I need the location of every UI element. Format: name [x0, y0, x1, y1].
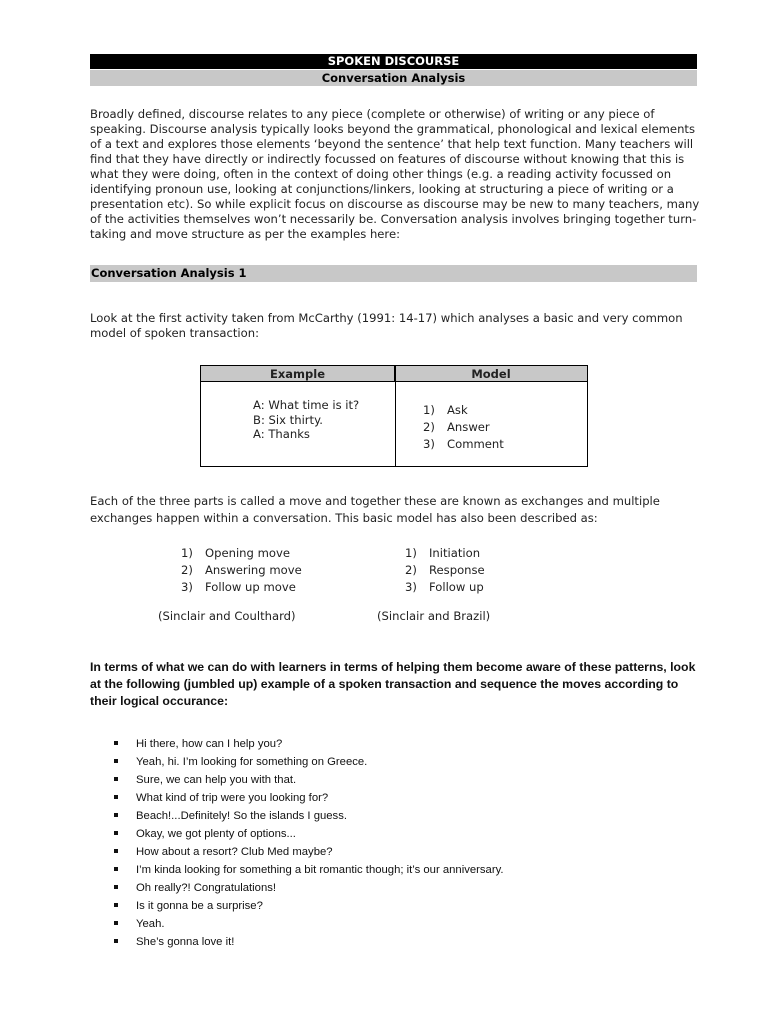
- model-list-item: 3) Follow up: [405, 580, 484, 594]
- table-header-model: Model: [395, 366, 587, 382]
- list-item: Oh really?! Congratulations!: [112, 879, 504, 897]
- bullet-icon: [114, 741, 118, 745]
- list-item: Beach!...Definitely! So the islands I guess.: [112, 807, 504, 825]
- model-list-item: 3) Follow up move: [181, 580, 296, 594]
- model-list-item: 2) Answering move: [181, 563, 302, 577]
- model-list-sinclair-brazil: [405, 545, 485, 596]
- example-line: A: Thanks: [253, 427, 310, 441]
- document-title: SPOKEN DISCOURSE: [90, 54, 697, 69]
- bullet-icon: [114, 903, 118, 907]
- model-list-item: 1) Initiation: [405, 546, 481, 560]
- model-item: 1) Ask: [423, 403, 468, 417]
- bullet-icon: [114, 813, 118, 817]
- list-item: Okay, we got plenty of options...: [112, 825, 504, 843]
- jumbled-transaction-list: [112, 735, 504, 951]
- table-divider: [395, 366, 396, 466]
- list-item: What kind of trip were you looking for?: [112, 789, 504, 807]
- section-heading: [90, 265, 697, 282]
- table-header-example: Example: [201, 366, 395, 382]
- model-item: 2) Answer: [423, 420, 490, 434]
- source-citation: (Sinclair and Coulthard): [158, 609, 296, 623]
- example-model-table: [200, 365, 588, 467]
- moves-description: Each of the three parts is called a move and together these are known as exchanges and multiple exchanges happen within a conversation. This basic model has also been described as:: [90, 494, 660, 525]
- bullet-icon: [114, 867, 118, 871]
- model-list-item: 2) Response: [405, 563, 485, 577]
- bullet-icon: [114, 849, 118, 853]
- list-item: Sure, we can help you with that.: [112, 771, 504, 789]
- model-list-item: 1) Opening move: [181, 546, 290, 560]
- task-instructions: In terms of what we can do with learners in terms of helping them become aware of these patterns, look at the following (jumbled up) example of a spoken transaction and sequence the moves according to their logical occurance:: [90, 660, 696, 708]
- document-subtitle: Conversation Analysis: [90, 70, 697, 86]
- list-item: Hi there, how can I help you?: [112, 735, 504, 753]
- bullet-icon: [114, 759, 118, 763]
- example-cell: [253, 398, 359, 442]
- bullet-icon: [114, 921, 118, 925]
- intro-paragraph: Broadly defined, discourse relates to any piece (complete or otherwise) of writing or any piece of speaking. Discourse analysis typically looks beyond the grammatical, phonological and lexical elements of a text and explores those elements ‘beyond the sentence’ that help text function. Many teachers will find that they have directly or indirectly focussed on features of discourse without knowing that this is what they were doing, often in the context of doing other things (e.g. a reading activity focussed on identifying pronoun use, looking at conjunctions/linkers, looking at structuring a piece of writing or a presentation etc). So while explicit focus on discourse as discourse may be new to many teachers, many of the activities themselves won’t necessarily be. Conversation analysis involves bringing together turn-taking and move structure as per the examples here:: [90, 107, 700, 241]
- list-item: Is it gonna be a surprise?: [112, 897, 504, 915]
- model-item: 3) Comment: [423, 437, 504, 451]
- section-title: Conversation Analysis 1: [91, 266, 247, 280]
- bullet-icon: [114, 939, 118, 943]
- example-line: B: Six thirty.: [253, 412, 323, 427]
- bullet-icon: [114, 777, 118, 781]
- source-citation: (Sinclair and Brazil): [377, 609, 491, 623]
- model-list-sinclair-coulthard: [181, 545, 302, 596]
- bullet-icon: [114, 885, 118, 889]
- list-item: Yeah.: [112, 915, 504, 933]
- model-cell: [423, 402, 504, 453]
- example-line: A: What time is it?: [253, 398, 360, 412]
- list-item: I’m kinda looking for something a bit romantic though; it’s our anniversary.: [112, 861, 504, 879]
- section-lead-paragraph: Look at the first activity taken from McCarthy (1991: 14-17) which analyses a basic and very common model of spoken transaction:: [90, 311, 683, 340]
- list-item: She’s gonna love it!: [112, 933, 504, 951]
- bullet-icon: [114, 795, 118, 799]
- bullet-icon: [114, 831, 118, 835]
- list-item: Yeah, hi. I’m looking for something on Greece.: [112, 753, 504, 771]
- list-item: How about a resort? Club Med maybe?: [112, 843, 504, 861]
